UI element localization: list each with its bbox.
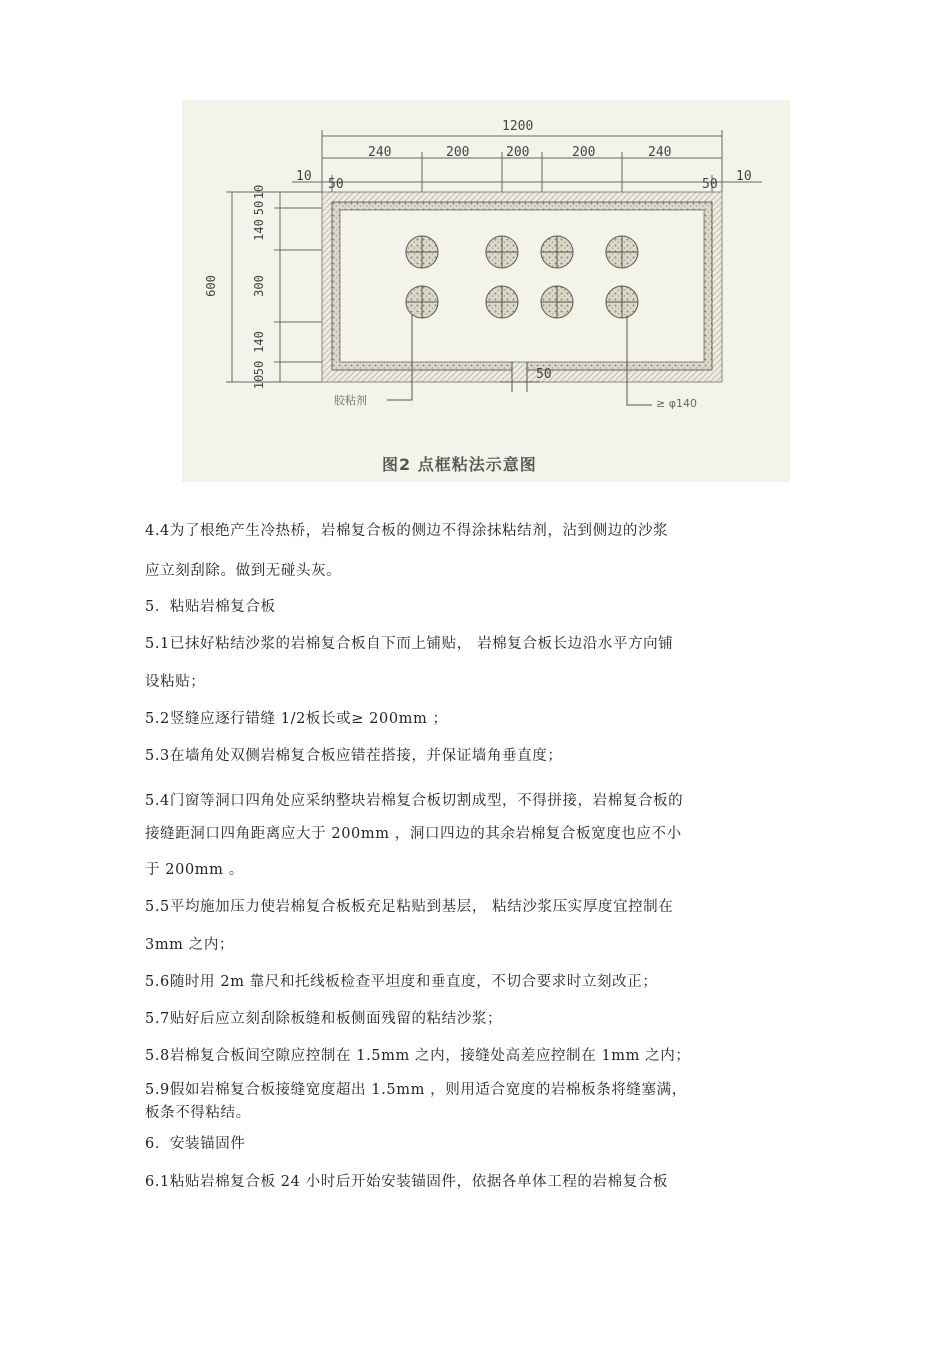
text-line: 5.6随时用 2m 靠尺和托线板检查平坦度和垂直度，不切合要求时立刻改正； [145,974,658,990]
dim-total-width: 1200 [502,119,534,134]
dim-vertical-7: 10 [252,374,267,390]
text-line: 6．安装锚固件 [145,1136,246,1152]
dim-vertical-6: 50 [252,360,267,376]
dim-segment-5: 240 [648,145,672,160]
text-line: 5.2竖缝应逐行错缝 1/2板长或≥ 200mm ； [145,711,448,727]
dim-segment-4: 200 [572,145,596,160]
text-line: 4.4为了根绝产生冷热桥，岩棉复合板的侧边不得涂抹粘结剂，沾到侧边的沙浆 [145,523,669,539]
text-line: 于 200mm 。 [145,862,244,878]
text-line: 5.5平均施加压力使岩棉复合板板充足粘贴到基层， 粘结沙浆压实厚度宜控制在 [145,899,674,915]
diagram-drawing [182,100,790,482]
dim-edge-right: 10 [736,169,752,184]
dim-edge-left-inner: 50 [328,177,344,192]
text-line: 板条不得粘结。 [145,1105,251,1121]
text-line: 5.4门窗等洞口四角处应采纳整块岩棉复合板切割成型，不得拼接，岩棉复合板的 [145,793,684,809]
board-inner-area [340,210,704,362]
label-diameter: ≥ φ140 [656,397,697,410]
dim-vertical-1: 10 [252,184,267,200]
figure-caption: 图2 点框粘法示意图 [382,455,537,474]
dim-vertical-3: 140 [251,219,266,241]
dim-height: 600 [203,275,218,297]
dim-edge-right-inner: 50 [702,177,718,192]
text-line: 3mm 之内； [145,937,235,953]
text-line: 6.1粘贴岩棉复合板 24 小时后开始安装锚固件，依据各单体工程的岩棉复合板 [145,1174,669,1190]
label-adhesive: 胶粘剂 [334,394,367,407]
figure-dot-frame-bonding [182,100,790,482]
text-line: 5.7贴好后应立刻刮除板缝和板侧面残留的粘结沙浆； [145,1011,503,1027]
dim-segment-1: 240 [368,145,392,160]
text-line: 5．粘贴岩棉复合板 [145,599,276,615]
text-line: 5.8岩棉复合板间空隙应控制在 1.5mm 之内，接缝处高差应控制在 1mm 之内； [145,1048,691,1064]
dim-ticks-vertical [226,192,322,382]
text-line: 接缝距洞口四角距离应大于 200mm ，洞口四边的其余岩棉复合板宽度也应不小 [145,826,682,842]
dim-vertical-2: 50 [252,200,267,216]
dim-gap: 50 [536,367,552,382]
dim-edge-left: 10 [296,169,312,184]
dim-ticks [322,130,722,195]
text-line: 5.3在墙角处双侧岩棉复合板应错茬搭接，并保证墙角垂直度； [145,748,563,764]
text-line: 5.9假如岩棉复合板接缝宽度超出 1.5mm ，则用适合宽度的岩棉板条将缝塞满， [145,1082,687,1098]
dim-segment-3: 200 [506,145,530,160]
text-line: 设粘贴； [145,674,206,690]
dim-vertical-4: 300 [251,275,266,297]
dim-segment-2: 200 [446,145,470,160]
text-line: 5.1已抹好粘结沙浆的岩棉复合板自下而上铺贴， 岩棉复合板长边沿水平方向铺 [145,636,674,652]
text-line: 应立刻刮除。做到无碰头灰。 [145,563,342,579]
dim-vertical-5: 140 [251,331,266,353]
